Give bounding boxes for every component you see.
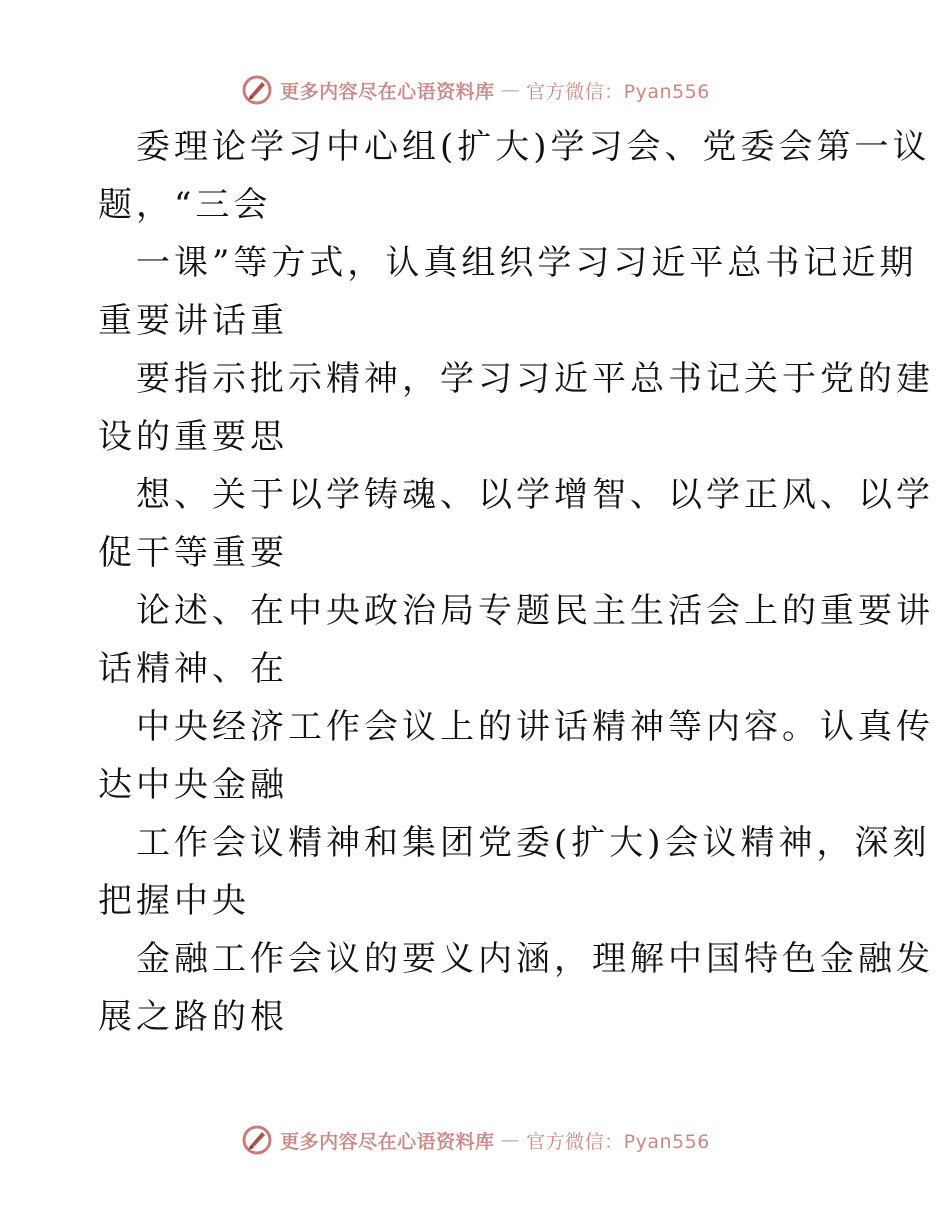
watermark-separator: — [500, 1129, 521, 1151]
text-line: 把握中央 [98, 881, 250, 921]
quill-seal-icon [240, 1123, 274, 1157]
footer-watermark [0, 1120, 950, 1160]
text-line: 重要讲话重 [98, 301, 288, 341]
watermark-main-text: 更多内容尽在心语资料库 [280, 80, 495, 103]
text-line: 促干等重要 [98, 533, 288, 573]
text-line: 话精神、在 [98, 649, 288, 689]
text-line: 金融工作会议的要义内涵，理解中国特色金融发 [136, 939, 934, 979]
text-line: 一课”等方式，认真组织学习习近平总书记近期 [136, 243, 918, 283]
document-body [98, 118, 934, 1046]
header-watermark [0, 70, 950, 110]
text-line: 工作会议精神和集团党委(扩大)会议精神，深刻 [136, 823, 931, 863]
text-line: 达中央金融 [98, 765, 288, 805]
text-line: 想、关于以学铸魂、以学增智、以学正风、以学 [136, 475, 934, 515]
watermark-contact-text: 官方微信：Pyan556 [526, 1130, 710, 1153]
watermark-separator: — [500, 79, 521, 101]
text-line: 中央经济工作会议上的讲话精神等内容。认真传 [136, 707, 934, 747]
text-line: 要指示批示精神，学习习近平总书记关于党的建 [136, 359, 934, 399]
watermark-main-text: 更多内容尽在心语资料库 [280, 1130, 495, 1153]
quill-seal-icon [240, 73, 274, 107]
text-line: 设的重要思 [98, 417, 288, 457]
text-line: 展之路的根 [98, 997, 288, 1037]
text-line: 委理论学习中心组(扩大)学习会、党委会第一议 [136, 127, 931, 167]
text-line: 论述、在中央政治局专题民主生活会上的重要讲 [136, 591, 934, 631]
watermark-contact-text: 官方微信：Pyan556 [526, 80, 710, 103]
text-line: 题，“三会 [98, 185, 272, 225]
